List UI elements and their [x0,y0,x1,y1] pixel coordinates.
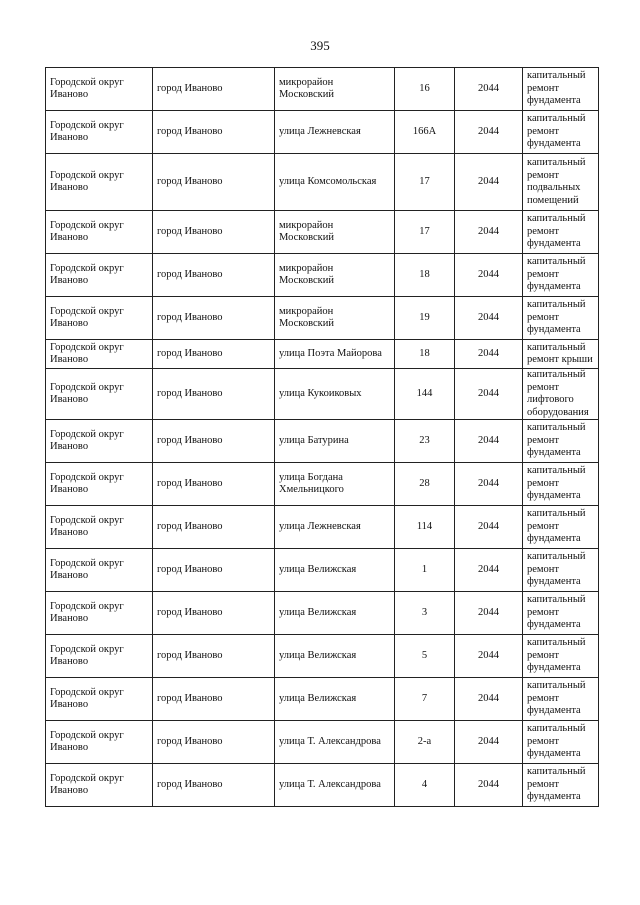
district-cell: Городской округ Иваново [46,254,153,297]
district-cell: Городской округ Иваново [46,420,153,463]
repair-schedule-table [45,67,599,807]
table-row [46,463,599,506]
city-cell: город Иваново [153,678,275,721]
house-cell: 17 [395,154,455,211]
table-row [46,254,599,297]
year-cell: 2044 [455,369,523,420]
city-cell: город Иваново [153,549,275,592]
street-cell: улица Богдана Хмельницкого [275,463,395,506]
district-cell: Городской округ Иваново [46,635,153,678]
district-cell: Городской округ Иваново [46,211,153,254]
city-cell: город Иваново [153,211,275,254]
district-cell: Городской округ Иваново [46,297,153,340]
table-row [46,549,599,592]
table-row [46,506,599,549]
city-cell: город Иваново [153,154,275,211]
year-cell: 2044 [455,635,523,678]
year-cell: 2044 [455,420,523,463]
house-cell: 7 [395,678,455,721]
city-cell: город Иваново [153,340,275,369]
work-type-cell: капитальный ремонт фундамента [523,506,599,549]
city-cell: город Иваново [153,721,275,764]
table-row [46,369,599,420]
house-cell: 28 [395,463,455,506]
house-cell: 144 [395,369,455,420]
street-cell: улица Велижская [275,549,395,592]
year-cell: 2044 [455,678,523,721]
city-cell: город Иваново [153,635,275,678]
year-cell: 2044 [455,154,523,211]
street-cell: улица Лежневская [275,111,395,154]
city-cell: город Иваново [153,297,275,340]
street-cell: улица Велижская [275,592,395,635]
page-number: 395 [310,38,330,53]
table-row [46,297,599,340]
district-cell: Городской округ Иваново [46,111,153,154]
street-cell: улица Поэта Майорова [275,340,395,369]
street-cell: улица Велижская [275,635,395,678]
work-type-cell: капитальный ремонт фундамента [523,68,599,111]
year-cell: 2044 [455,340,523,369]
district-cell: Городской округ Иваново [46,678,153,721]
year-cell: 2044 [455,764,523,807]
table-row [46,721,599,764]
table-row [46,635,599,678]
house-cell: 17 [395,211,455,254]
house-cell: 114 [395,506,455,549]
table-row [46,211,599,254]
house-cell: 23 [395,420,455,463]
work-type-cell: капитальный ремонт фундамента [523,549,599,592]
house-cell: 5 [395,635,455,678]
year-cell: 2044 [455,463,523,506]
work-type-cell: капитальный ремонт крыши [523,340,599,369]
house-cell: 166А [395,111,455,154]
work-type-cell: капитальный ремонт фундамента [523,592,599,635]
table-row [46,111,599,154]
work-type-cell: капитальный ремонт фундамента [523,635,599,678]
district-cell: Городской округ Иваново [46,764,153,807]
table-row [46,592,599,635]
street-cell: микрорайон Московский [275,211,395,254]
district-cell: Городской округ Иваново [46,463,153,506]
district-cell: Городской округ Иваново [46,68,153,111]
house-cell: 4 [395,764,455,807]
street-cell: улица Батурина [275,420,395,463]
street-cell: микрорайон Московский [275,68,395,111]
table-row [46,678,599,721]
city-cell: город Иваново [153,369,275,420]
street-cell: улица Лежневская [275,506,395,549]
house-cell: 18 [395,254,455,297]
work-type-cell: капитальный ремонт фундамента [523,111,599,154]
work-type-cell: капитальный ремонт подвальных помещений [523,154,599,211]
district-cell: Городской округ Иваново [46,721,153,764]
table-row [46,764,599,807]
city-cell: город Иваново [153,111,275,154]
street-cell: микрорайон Московский [275,297,395,340]
work-type-cell: капитальный ремонт фундамента [523,211,599,254]
street-cell: улица Т. Александрова [275,764,395,807]
house-cell: 2-а [395,721,455,764]
city-cell: город Иваново [153,68,275,111]
work-type-cell: капитальный ремонт фундамента [523,254,599,297]
street-cell: улица Т. Александрова [275,721,395,764]
city-cell: город Иваново [153,592,275,635]
district-cell: Городской округ Иваново [46,369,153,420]
work-type-cell: капитальный ремонт фундамента [523,678,599,721]
district-cell: Городской округ Иваново [46,506,153,549]
work-type-cell: капитальный ремонт лифтового оборудования [523,369,599,420]
district-cell: Городской округ Иваново [46,340,153,369]
table-row [46,340,599,369]
year-cell: 2044 [455,549,523,592]
year-cell: 2044 [455,721,523,764]
city-cell: город Иваново [153,506,275,549]
house-cell: 19 [395,297,455,340]
year-cell: 2044 [455,254,523,297]
street-cell: улица Комсомольская [275,154,395,211]
city-cell: город Иваново [153,764,275,807]
house-cell: 1 [395,549,455,592]
work-type-cell: капитальный ремонт фундамента [523,297,599,340]
district-cell: Городской округ Иваново [46,549,153,592]
house-cell: 16 [395,68,455,111]
work-type-cell: капитальный ремонт фундамента [523,420,599,463]
city-cell: город Иваново [153,463,275,506]
year-cell: 2044 [455,111,523,154]
house-cell: 3 [395,592,455,635]
table-row [46,68,599,111]
house-cell: 18 [395,340,455,369]
year-cell: 2044 [455,592,523,635]
work-type-cell: капитальный ремонт фундамента [523,463,599,506]
street-cell: микрорайон Московский [275,254,395,297]
street-cell: улица Кукоиковых [275,369,395,420]
city-cell: город Иваново [153,420,275,463]
table-row [46,154,599,211]
city-cell: город Иваново [153,254,275,297]
work-type-cell: капитальный ремонт фундамента [523,764,599,807]
year-cell: 2044 [455,506,523,549]
year-cell: 2044 [455,297,523,340]
district-cell: Городской округ Иваново [46,154,153,211]
work-type-cell: капитальный ремонт фундамента [523,721,599,764]
table-row [46,420,599,463]
year-cell: 2044 [455,68,523,111]
street-cell: улица Велижская [275,678,395,721]
district-cell: Городской округ Иваново [46,592,153,635]
year-cell: 2044 [455,211,523,254]
